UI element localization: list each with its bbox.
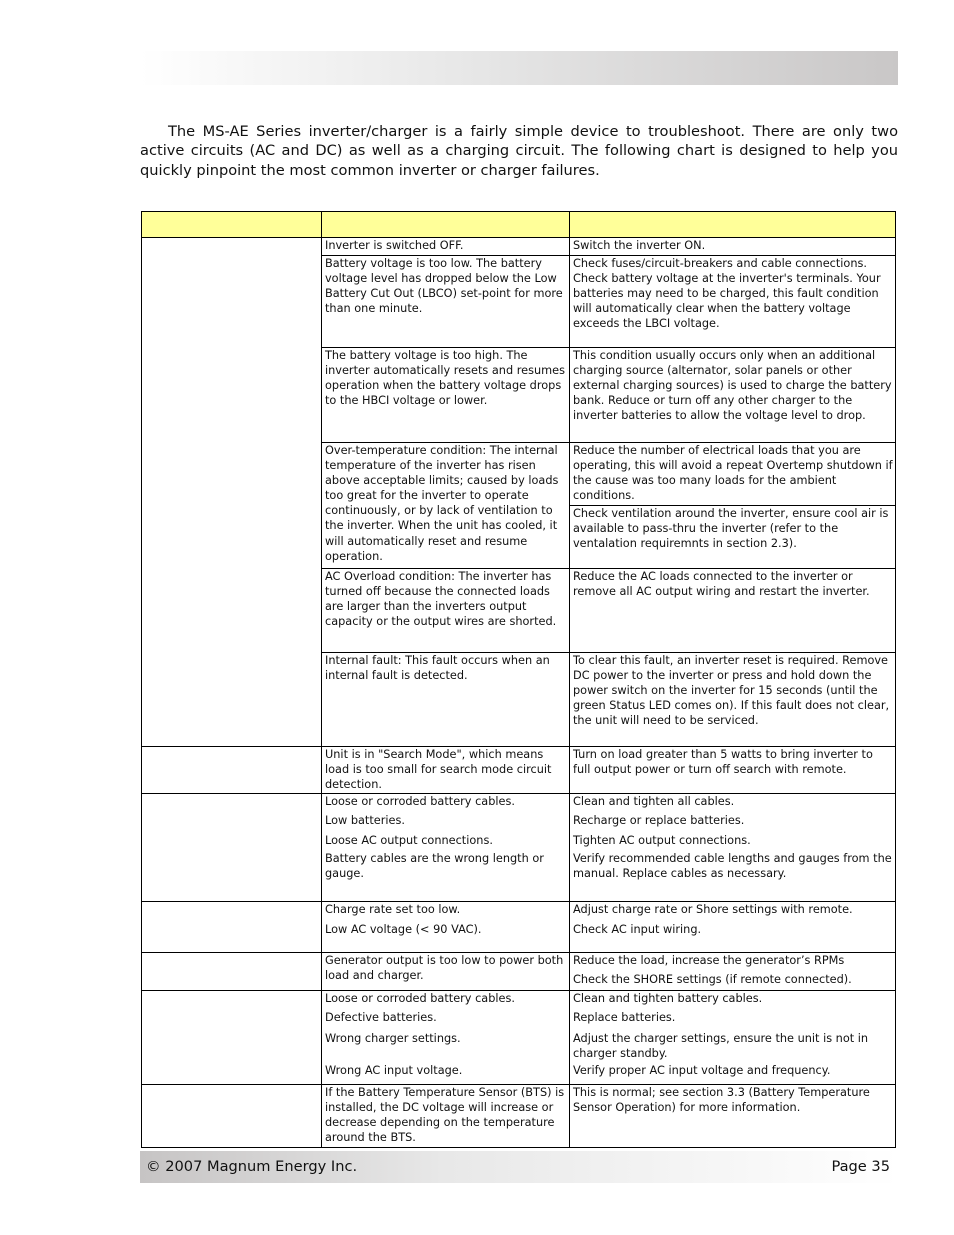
remedy-cell: This condition usually occurs only when an additional charging source (alternator, solar panels or other external charging sources) is used to charge the battery bank. Reduce or turn off any other charger to the inverter batteries to allow the voltage level to drop. <box>573 349 892 423</box>
cause-cell: AC Overload condition: The inverter has turned off because the connected loads are larger than the inverters output capacity or the output wires are shorted. <box>325 570 557 629</box>
table-horizontal-rule <box>321 347 896 348</box>
remedy-cell: Verify recommended cable lengths and gauges from the manual. Replace cables as necessary. <box>573 852 892 881</box>
cause-cell: Inverter is switched OFF. <box>325 239 464 252</box>
remedy-cell: Adjust the charger settings, ensure the unit is not in charger standby. <box>573 1032 869 1061</box>
cause-cell: Wrong charger settings. <box>325 1032 461 1045</box>
remedy-cell: Adjust charge rate or Shore settings with remote. <box>573 903 853 916</box>
remedy-cell: This is normal; see section 3.3 (Battery Temperature Sensor Operation) for more information. <box>573 1086 870 1115</box>
table-header-row <box>142 212 895 237</box>
table-horizontal-rule <box>321 255 896 256</box>
cause-cell: Over-temperature condition: The internal temperature of the inverter has risen above acceptable limits; caused by loads too great for the inverter to operate continuously, or by lack of ventilation to the inverter. When the unit has cooled, it will automatically reset and resume operation. <box>325 444 559 563</box>
cause-cell: Wrong AC input voltage. <box>325 1064 463 1077</box>
cause-cell: Battery voltage is too low. The battery voltage level has dropped below the Low Battery Cut Out (LBCO) set-point for more than one minute. <box>325 257 563 316</box>
cause-cell: Low batteries. <box>325 814 405 827</box>
cause-cell: Internal fault: This fault occurs when an internal fault is detected. <box>325 654 550 683</box>
remedy-cell: Verify proper AC input voltage and frequency. <box>573 1064 831 1077</box>
cause-cell: If the Battery Temperature Sensor (BTS) is installed, the DC voltage will increase or decrease depending on the temperature around the BTS. <box>325 1086 565 1145</box>
remedy-cell: Clean and tighten all cables. <box>573 795 735 808</box>
remedy-cell: To clear this fault, an inverter reset is required. Remove DC power to the inverter or press and hold down the power switch on the inverter for 15 seconds (until the green Status LED comes on). If this fault does not clear, the unit will need to be serviced. <box>573 654 890 728</box>
cause-cell: Generator output is too low to power both load and charger. <box>325 954 564 983</box>
remedy-cell: Recharge or replace batteries. <box>573 814 745 827</box>
table-horizontal-rule <box>141 211 896 212</box>
cause-cell: Battery cables are the wrong length or gauge. <box>325 852 544 881</box>
table-horizontal-rule <box>569 505 896 506</box>
table-horizontal-rule <box>141 746 896 747</box>
remedy-cell: Check ventilation around the inverter, ensure cool air is available to pass-thru the inverter (refer to the ventalation requiremnts in section 2.3). <box>573 507 889 551</box>
table-horizontal-rule <box>141 901 896 902</box>
page-number: Page 35 <box>831 1158 890 1175</box>
table-vertical-rule <box>569 211 570 1148</box>
remedy-cell: Replace batteries. <box>573 1011 676 1024</box>
cause-cell: Defective batteries. <box>325 1011 437 1024</box>
remedy-cell: Turn on load greater than 5 watts to bring inverter to full output power or turn off search with remote. <box>573 748 873 777</box>
table-horizontal-rule <box>321 568 896 569</box>
remedy-cell: Reduce the load, increase the generator’s RPMs <box>573 954 845 967</box>
table-horizontal-rule <box>321 652 896 653</box>
table-horizontal-rule <box>141 990 896 991</box>
table-horizontal-rule <box>141 793 896 794</box>
table-horizontal-rule <box>141 1147 896 1148</box>
table-horizontal-rule <box>321 442 896 443</box>
remedy-cell: Check fuses/circuit-breakers and cable connections. Check battery voltage at the inverter's terminals. Your batteries may need to be charged, this fault condition will automatically clear when the battery voltage exceeds the LBCI voltage. <box>573 257 881 331</box>
remedy-cell: Clean and tighten battery cables. <box>573 992 763 1005</box>
cause-cell: The battery voltage is too high. The inverter automatically resets and resumes operation when the battery voltage drops to the HBCI voltage or lower. <box>325 349 565 408</box>
remedy-cell: Switch the inverter ON. <box>573 239 706 252</box>
cause-cell: Loose or corroded battery cables. <box>325 992 515 1005</box>
intro-paragraph: The MS-AE Series inverter/charger is a fairly simple device to troubleshoot. There are only two active circuits (AC and DC) as well as a charging circuit. The following chart is designed to help you quickly pinpoint the most common inverter or charger failures. <box>140 123 898 179</box>
remedy-cell: Reduce the AC loads connected to the inverter or remove all AC output wiring and restart the inverter. <box>573 570 870 599</box>
cause-cell: Charge rate set too low. <box>325 903 461 916</box>
remedy-cell: Check the SHORE settings (if remote connected). <box>573 973 852 986</box>
table-horizontal-rule <box>141 237 896 238</box>
copyright-text: © 2007 Magnum Energy Inc. <box>146 1158 358 1175</box>
table-vertical-rule <box>321 211 322 1148</box>
cause-cell: Loose AC output connections. <box>325 834 493 847</box>
table-vertical-rule <box>141 211 142 1148</box>
cause-cell: Low AC voltage (< 90 VAC). <box>325 923 482 936</box>
page-header-bar <box>140 51 898 85</box>
remedy-cell: Check AC input wiring. <box>573 923 702 936</box>
cause-cell: Loose or corroded battery cables. <box>325 795 515 808</box>
table-vertical-rule <box>895 211 896 1148</box>
remedy-cell: Tighten AC output connections. <box>573 834 751 847</box>
table-horizontal-rule <box>141 952 896 953</box>
remedy-cell: Reduce the number of electrical loads that you are operating, this will avoid a repeat Overtemp shutdown if the cause was too many loads for the ambient conditions. <box>573 444 893 503</box>
table-horizontal-rule <box>141 1084 896 1085</box>
cause-cell: Unit is in "Search Mode", which means load is too small for search mode circuit detection. <box>325 748 552 792</box>
